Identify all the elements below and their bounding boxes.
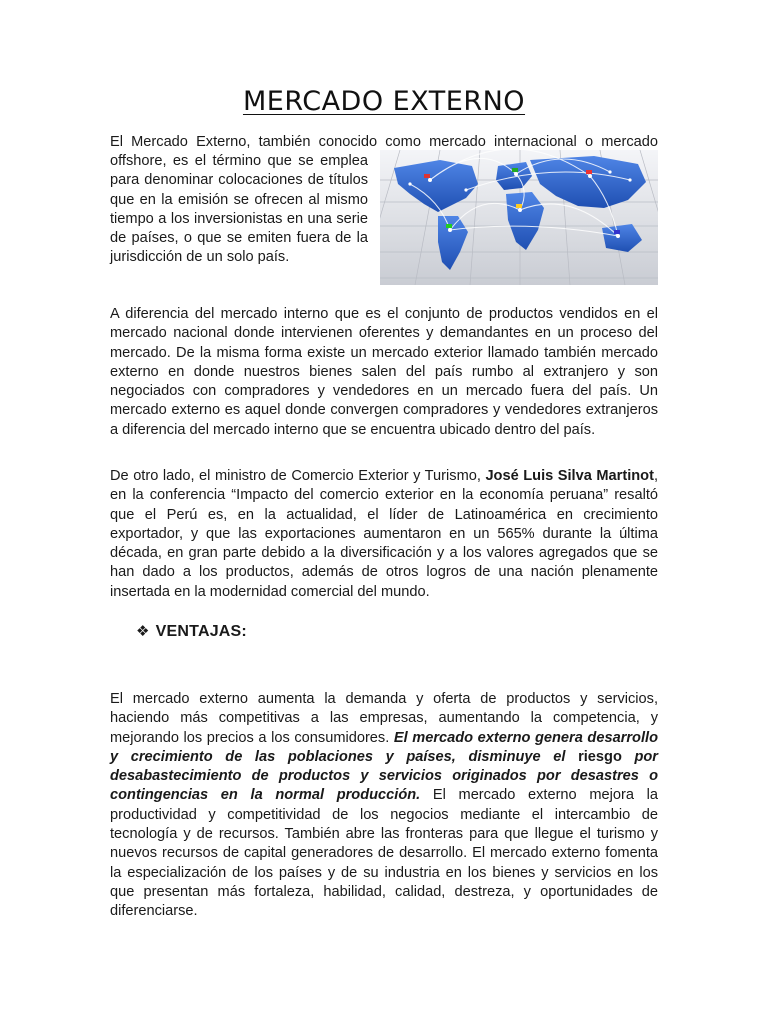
world-map-network-image [380,150,658,285]
ventajas-emphasis-riesgo: riesgo [578,748,622,765]
ventajas-emphasis-1: El mercado externo genera desarrollo y crecimiento de las poblaciones y países, disminuye el [110,729,658,765]
paragraph-comercio-exterior [110,467,658,602]
paragraph-3-text-end: , en la conferencia “Impacto del comercio exterior en la economía peruana” resaltó que el Perú es, en la actualidad, el líder de Latinoamérica en crecimiento exportador, y que las exportaciones aumentaron en un 565% durante la última década, en gran parte debido a la diversificación y a los valores agregados que se han dado a los productos, además de otros logros de una nación plenamente insertada en la modernidad comercial del mundo. [110,468,658,600]
diamond-bullet-icon: ❖ [136,623,150,640]
paragraph-3-text-start: De otro lado, el ministro de Comercio Exterior y Turismo, [110,468,486,484]
intro-paragraph-column: offshore, es el término que se emplea para denominar colocaciones de títulos que en la emisión se ofrecen al mismo tiempo a los inversionistas en una serie de países, o que se emiten fuera de la jurisdicción de un solo país. [110,153,368,266]
ventajas-heading [136,622,247,641]
page-title: MERCADO EXTERNO [242,86,526,117]
paragraph-mercado-interno: A diferencia del mercado interno que es el conjunto de productos vendidos en el mercado nacional donde intervienen oferentes y demandantes en un proceso del mercado. De la misma forma existe un mercado exterior llamado también mercado externo en donde nuestros bienes salen del país rumbo al extranjero y son negociados con compradores y vendedores en un mercado fuera del país. Un mercado externo es aquel donde convergen compradores y vendedores extranjeros a diferencia del mercado interno que se encuentra ubicado dentro del país. [110,306,658,438]
ventajas-emphasis-2: por desabastecimiento de productos y servicios originados por desastres o contingencias en la normal producción. [110,748,658,804]
ventajas-text-end: El mercado externo mejora la productividad y competitividad de los negocios mediante el intercambio de tecnología y de recursos. También abre las fronteras para que llegue el turismo y nuevos recursos de capital generadores de desarrollo. El mercado externo fomenta la especialización de los países y de su industria en los bienes y servicios en los que presentan más fortaleza, habilidad, calidad, destreza, y oportunidades de diferenciarse. [110,787,658,920]
intro-first-line: El Mercado Externo, también conocido como mercado internacional o mercado [110,134,658,150]
ventajas-text-start: El mercado externo aumenta la demanda y oferta de productos y servicios, haciendo más competitivas a las empresas, aumentando la competencia, y mejorando los precios a los consumidores. [110,691,658,746]
minister-name: José Luis Silva Martinot [485,468,654,484]
paragraph-ventajas [110,690,658,922]
ventajas-heading-text: VENTAJAS: [155,623,247,640]
